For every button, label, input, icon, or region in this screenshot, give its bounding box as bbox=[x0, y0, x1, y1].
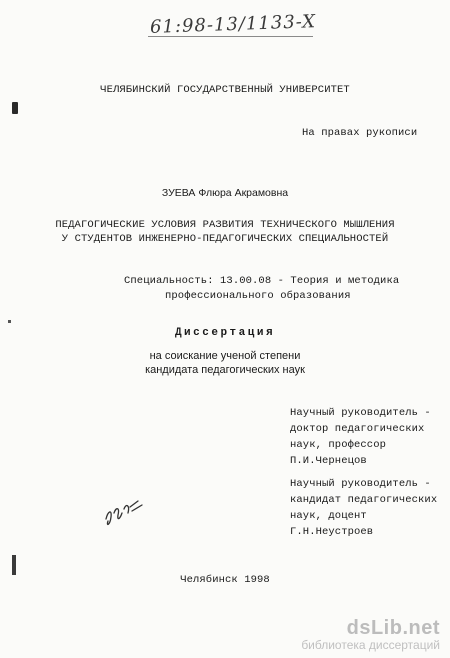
degree-line-2: кандидата педагогических наук bbox=[145, 364, 305, 376]
degree-line-1: на соискание ученой степени bbox=[149, 350, 301, 362]
supervisor-1-line: доктор педагогических bbox=[290, 423, 425, 435]
watermark-subtitle: библиотека диссертаций bbox=[301, 638, 440, 652]
supervisor-1-line: Научный руководитель - bbox=[290, 407, 431, 419]
supervisor-block-1 bbox=[290, 405, 440, 469]
manuscript-rights: На правах рукописи bbox=[302, 127, 418, 139]
margin-mark bbox=[8, 320, 11, 323]
margin-mark bbox=[12, 555, 16, 575]
supervisor-2-line: Научный руководитель - bbox=[290, 478, 431, 490]
supervisor-2-line: кандидат педагогических bbox=[290, 494, 438, 506]
supervisor-2-line: наук, доцент bbox=[290, 510, 367, 522]
margin-mark bbox=[12, 102, 18, 114]
supervisor-block-2 bbox=[290, 476, 450, 540]
thesis-title-line-1: ПЕДАГОГИЧЕСКИЕ УСЛОВИЯ РАЗВИТИЯ ТЕХНИЧЕСКОГО МЫШЛЕНИЯ bbox=[55, 219, 395, 231]
supervisor-1-name: П.И.Чернецов bbox=[290, 455, 367, 467]
watermark bbox=[301, 617, 440, 652]
author-name: ЗУЕВА Флюра Акрамовна bbox=[161, 187, 289, 199]
supervisor-2-name: Г.Н.Неустроев bbox=[290, 526, 374, 538]
specialty-line-2: профессионального образования bbox=[165, 290, 351, 302]
watermark-logo: dsLib.net bbox=[346, 617, 440, 639]
handwritten-signature bbox=[102, 491, 146, 531]
university-name: ЧЕЛЯБИНСКИЙ ГОСУДАРСТВЕННЫЙ УНИВЕРСИТЕТ bbox=[100, 84, 350, 96]
supervisor-1-line: наук, профессор bbox=[290, 439, 387, 451]
stamp-underline bbox=[148, 36, 313, 37]
thesis-title-line-2: У СТУДЕНТОВ ИНЖЕНЕРНО-ПЕДАГОГИЧЕСКИХ СПЕЦИАЛЬНОСТЕЙ bbox=[61, 233, 389, 245]
city-year: Челябинск 1998 bbox=[180, 574, 270, 586]
archive-stamp: 61:98-13/1133-X bbox=[149, 11, 317, 38]
specialty-line-1: Специальность: 13.00.08 - Теория и методика bbox=[124, 275, 400, 287]
document-type: Диссертация bbox=[174, 327, 276, 339]
